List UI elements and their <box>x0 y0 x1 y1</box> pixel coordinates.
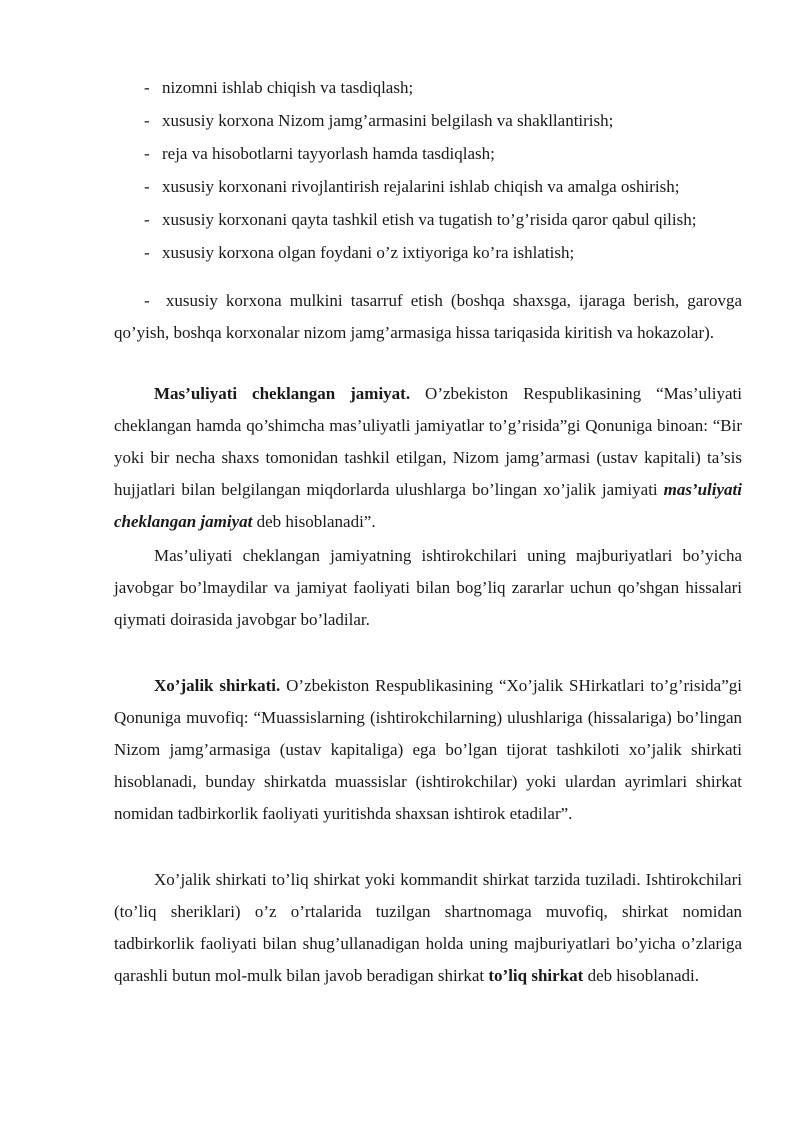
list-item <box>0 137 800 170</box>
mchj-heading: Mas’uliyati cheklangan jamiyat. <box>154 384 411 403</box>
mchj-text-before: O’zbekiston Respublikasining “Mas’uliyati cheklangan hamda qo’shimcha mas’uliyatli jamiyatlar to’g’risida”gi Qonuniga binoan: “Bir yoki bir necha shaxs tomonidan tashkil etilgan, Nizom jamg’armasi (ustav kapitali) ta’sis hujjatlari bilan belgilangan miqdorlarda ulushlarga bo’lingan xo’jalik jamiyati <box>114 384 742 499</box>
mchj-paragraph <box>114 378 742 538</box>
bullet-dash: - <box>144 210 150 229</box>
list-item-text: reja va hisobotlarni tayyorlash hamda tasdiqlash; <box>162 144 495 163</box>
shirkat-heading: Xo’jalik shirkati. <box>154 676 281 695</box>
last-bullet-paragraph <box>114 285 742 349</box>
list-item <box>0 104 800 137</box>
bullet-list <box>0 71 800 269</box>
list-item-text: xususiy korxona olgan foydani o’z ixtiyoriga ko’ra ishlatish; <box>162 243 575 262</box>
list-item-text: xususiy korxonani rivojlantirish rejalarini ishlab chiqish va amalga oshirish; <box>162 177 680 196</box>
list-item <box>0 71 800 104</box>
list-item <box>0 170 800 203</box>
list-item <box>0 236 800 269</box>
bullet-dash: - <box>144 144 150 163</box>
bullet-dash: - <box>144 78 150 97</box>
shirkat-para2-after: deb hisoblanadi. <box>583 966 699 985</box>
mchj-paragraph-2 <box>114 540 742 636</box>
bullet-dash: - <box>144 111 150 130</box>
mchj-text-after: deb hisoblanadi”. <box>252 512 376 531</box>
shirkat-paragraph <box>114 670 742 830</box>
bullet-dash: - <box>144 243 150 262</box>
list-item-text: xususiy korxonani qayta tashkil etish va tugatish to’g’risida qaror qabul qilish; <box>162 210 697 229</box>
shirkat-para2-before: Xo’jalik shirkati to’liq shirkat yoki kommandit shirkat tarzida tuziladi. Ishtirokchilari (to’liq sheriklari) o’z o’rtalarida tuzilgan shartnomaga muvofiq, shirkat nomidan tadbirkorlik faoliyati bilan shug’ullanadigan holda uning majburiyatlari bo’yicha o’zlariga qarashli butun mol-mulk bilan javob beradigan shirkat <box>114 870 742 985</box>
bullet-dash: - <box>144 177 150 196</box>
shirkat-paragraph-2 <box>114 864 742 992</box>
list-item-text: nizomni ishlab chiqish va tasdiqlash; <box>162 78 414 97</box>
last-bullet-text: xususiy korxona mulkini tasarruf etish (boshqa shaxsga, ijaraga berish, garovga qo’yish, boshqa korxonalar nizom jamg’armasiga hissa tariqasida kiritish va hokazolar). <box>114 291 743 342</box>
mchj-para2-text: Mas’uliyati cheklangan jamiyatning ishtirokchilari uning majburiyatlari bo’yicha javobgar bo’lmaydilar va jamiyat faoliyati bilan bog’liq zararlar uchun qo’shgan hissalari qiymati doirasida javobgar bo’ladilar. <box>114 546 742 629</box>
list-item-text: xususiy korxona Nizom jamg’armasini belgilash va shakllantirish; <box>162 111 614 130</box>
list-item <box>0 203 800 236</box>
shirkat-text: O’zbekiston Respublikasining “Xo’jalik SHirkatlari to’g’risida”gi Qonuniga muvofiq: “Muassislarning (ishtirokchilarning) ulushlariga (hissalariga) bo’lingan Nizom jamg’armasiga (ustav kapitaliga) ega bo’lgan tijorat tashkiloti xo’jalik shirkati hisoblanadi, bunday shirkatda muassislar (ishtirokchilar) yoki ulardan ayrimlari shirkat nomidan tadbirkorlik faoliyati yuritishda shaxsan ishtirok etadilar”. <box>114 676 742 823</box>
bullet-dash: - <box>144 291 150 310</box>
shirkat-term: to’liq shirkat <box>488 966 584 985</box>
mchj-term: mas’uliyati cheklangan jamiyat <box>114 480 742 531</box>
